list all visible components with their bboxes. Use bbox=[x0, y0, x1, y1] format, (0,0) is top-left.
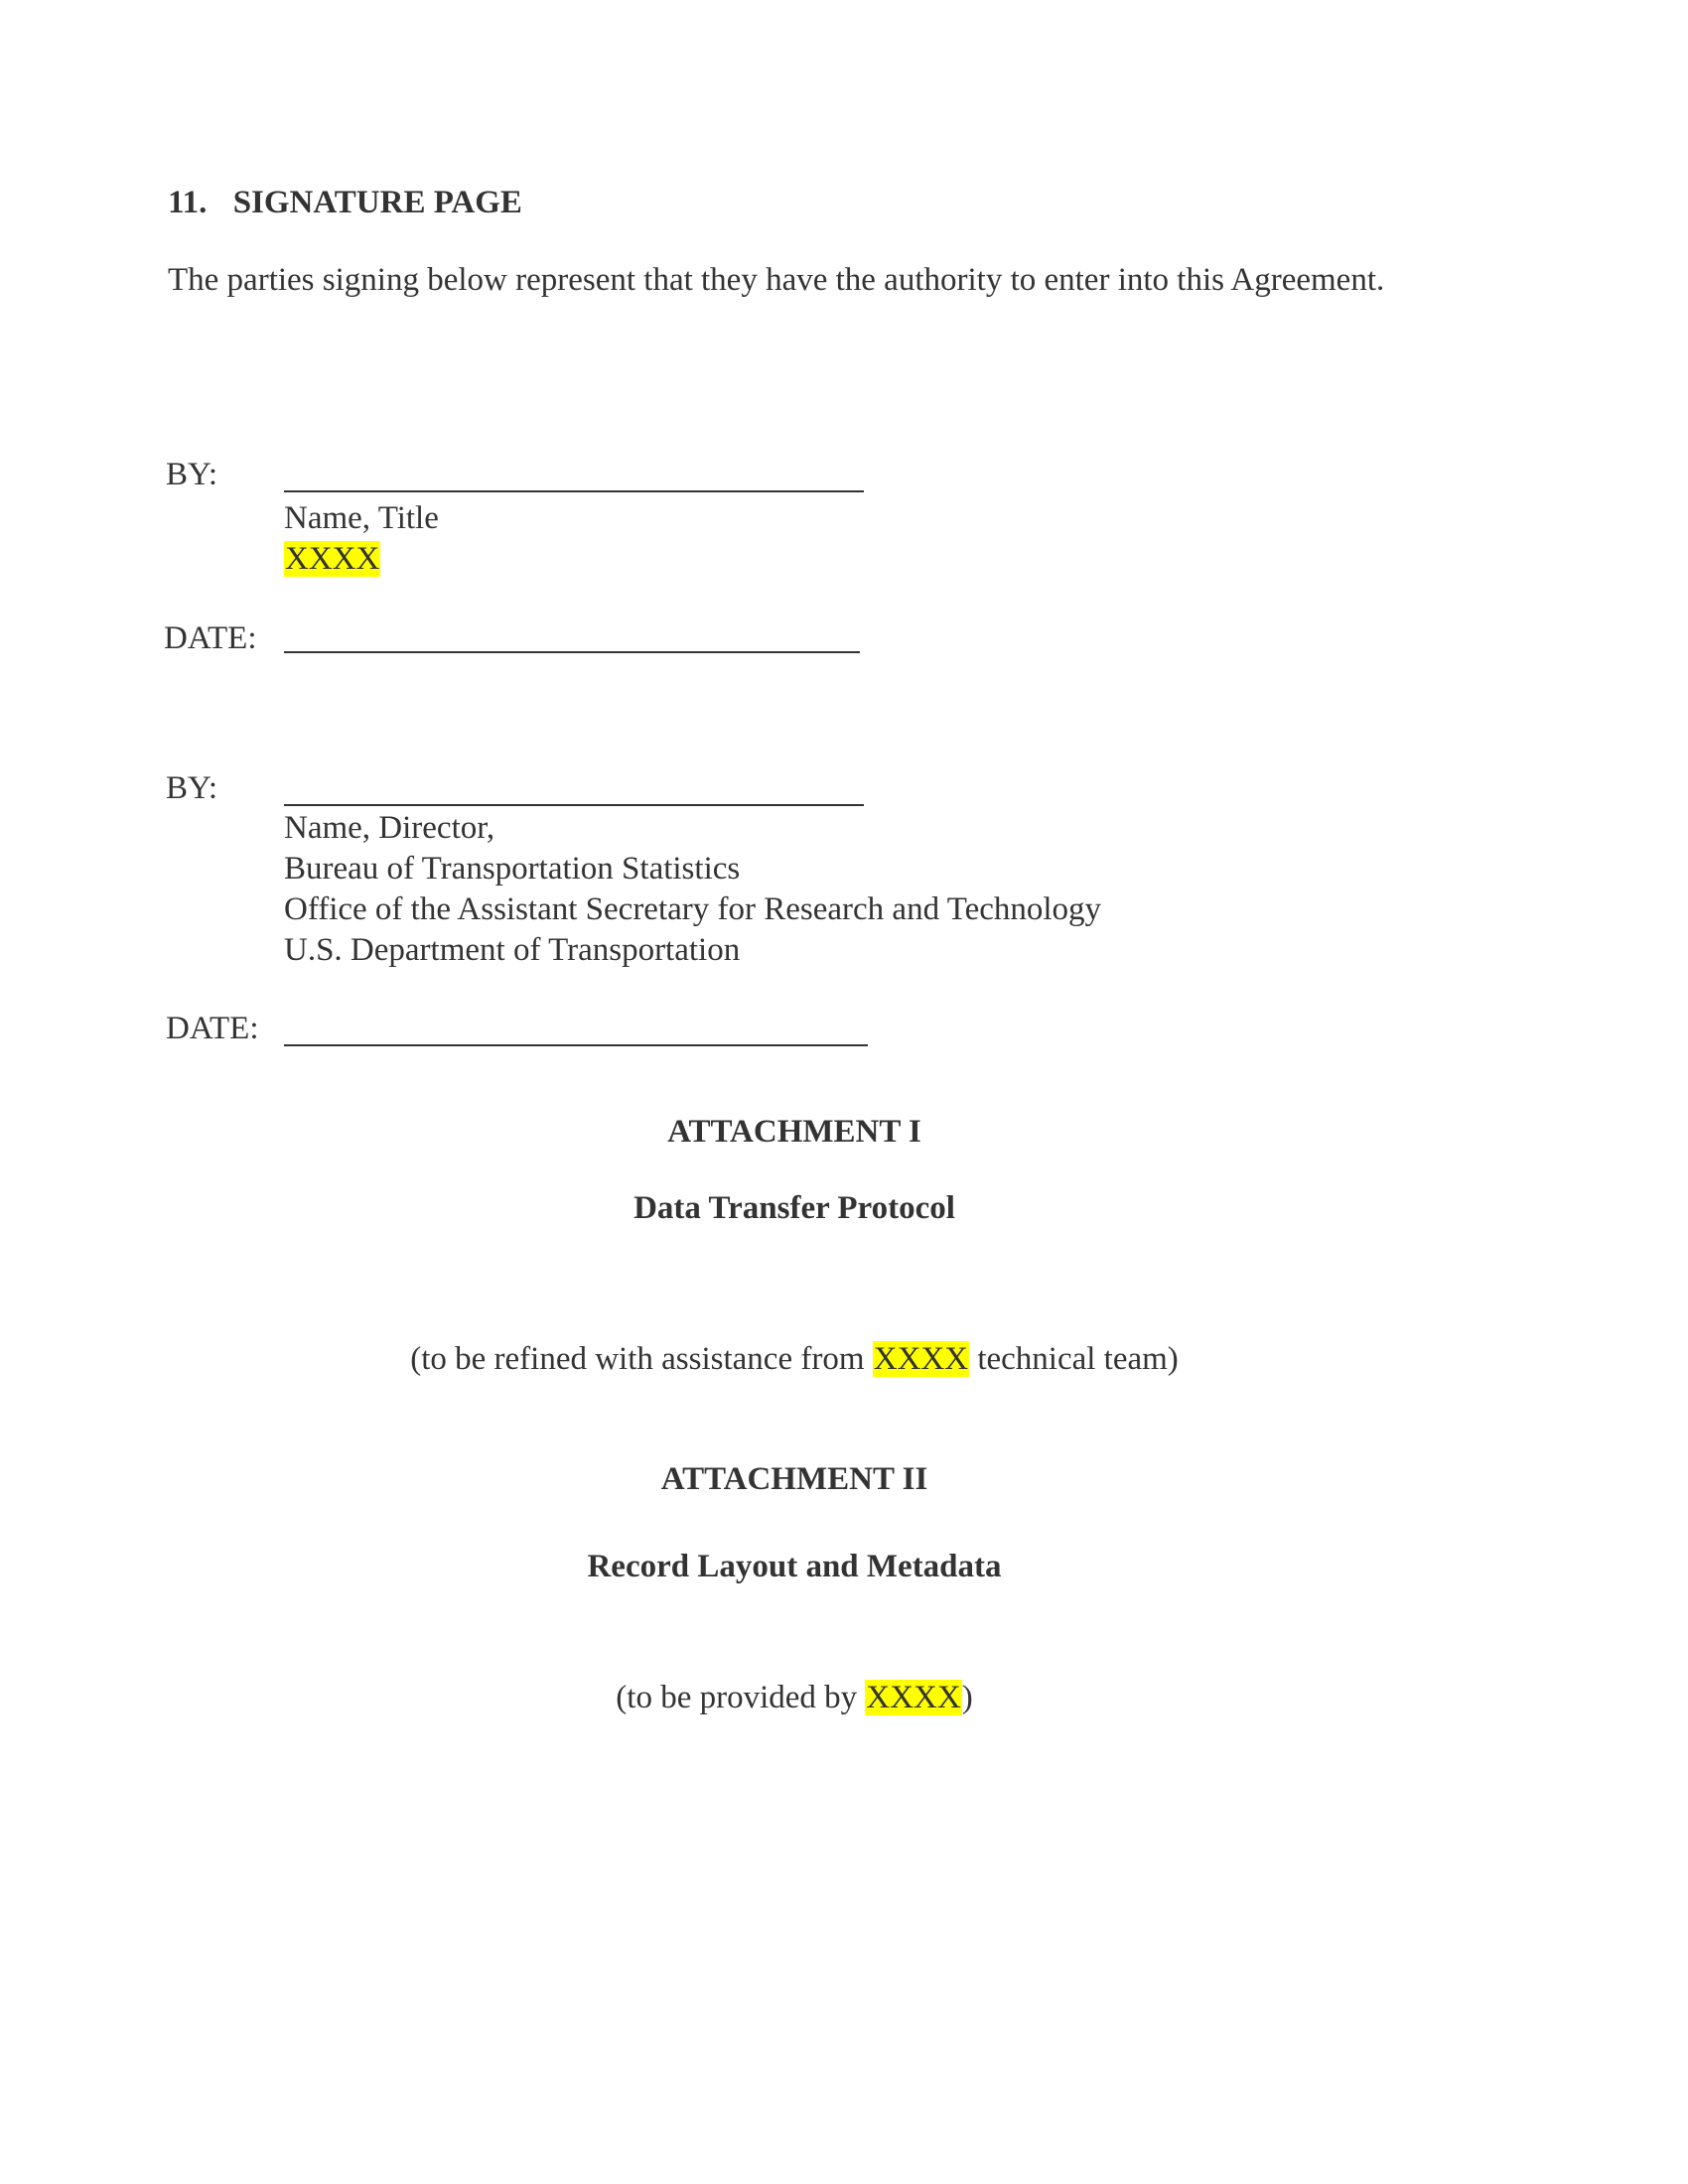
date-label-1: DATE: bbox=[164, 620, 257, 656]
section-title: SIGNATURE PAGE bbox=[232, 185, 522, 220]
signature-line-2 bbox=[284, 804, 864, 806]
placeholder-highlight: XXXX bbox=[285, 541, 380, 577]
attachment-2-note bbox=[0, 1680, 1589, 1716]
attachment-1-subtitle: Data Transfer Protocol bbox=[633, 1190, 955, 1226]
date-label-2: DATE: bbox=[166, 1011, 259, 1046]
signer-department: U.S. Department of Transportation bbox=[284, 932, 741, 968]
attachment-1-title: ATTACHMENT I bbox=[667, 1114, 921, 1150]
signature-line-1 bbox=[284, 490, 864, 492]
signer-office: Office of the Assistant Secretary for Research and Technology bbox=[284, 891, 1102, 927]
by-label-1: BY: bbox=[166, 457, 217, 492]
signer-org-1 bbox=[284, 541, 380, 578]
section-heading bbox=[168, 185, 522, 221]
attachment-1-note-suffix: technical team) bbox=[969, 1341, 1179, 1377]
signer-name-title-2: Name, Director, bbox=[284, 810, 495, 846]
signer-bureau: Bureau of Transportation Statistics bbox=[284, 851, 741, 887]
date-line-2 bbox=[284, 1044, 868, 1046]
attachment-1-note-prefix: (to be refined with assistance from bbox=[410, 1341, 873, 1377]
attachment-2-subtitle: Record Layout and Metadata bbox=[587, 1549, 1002, 1584]
signer-name-title-1: Name, Title bbox=[284, 500, 439, 536]
by-label-2: BY: bbox=[166, 770, 217, 806]
section-number: 11. bbox=[168, 185, 208, 220]
placeholder-highlight: XXXX bbox=[873, 1341, 969, 1377]
attachment-2-note-suffix: ) bbox=[961, 1680, 973, 1715]
intro-paragraph: The parties signing below represent that they have the authority to enter into this Agreement. bbox=[168, 262, 1385, 298]
attachment-2-title: ATTACHMENT II bbox=[660, 1461, 928, 1497]
date-line-1 bbox=[284, 651, 860, 653]
attachment-1-note bbox=[0, 1341, 1589, 1378]
attachment-2-note-prefix: (to be provided by bbox=[616, 1680, 866, 1715]
placeholder-highlight: XXXX bbox=[866, 1680, 961, 1715]
